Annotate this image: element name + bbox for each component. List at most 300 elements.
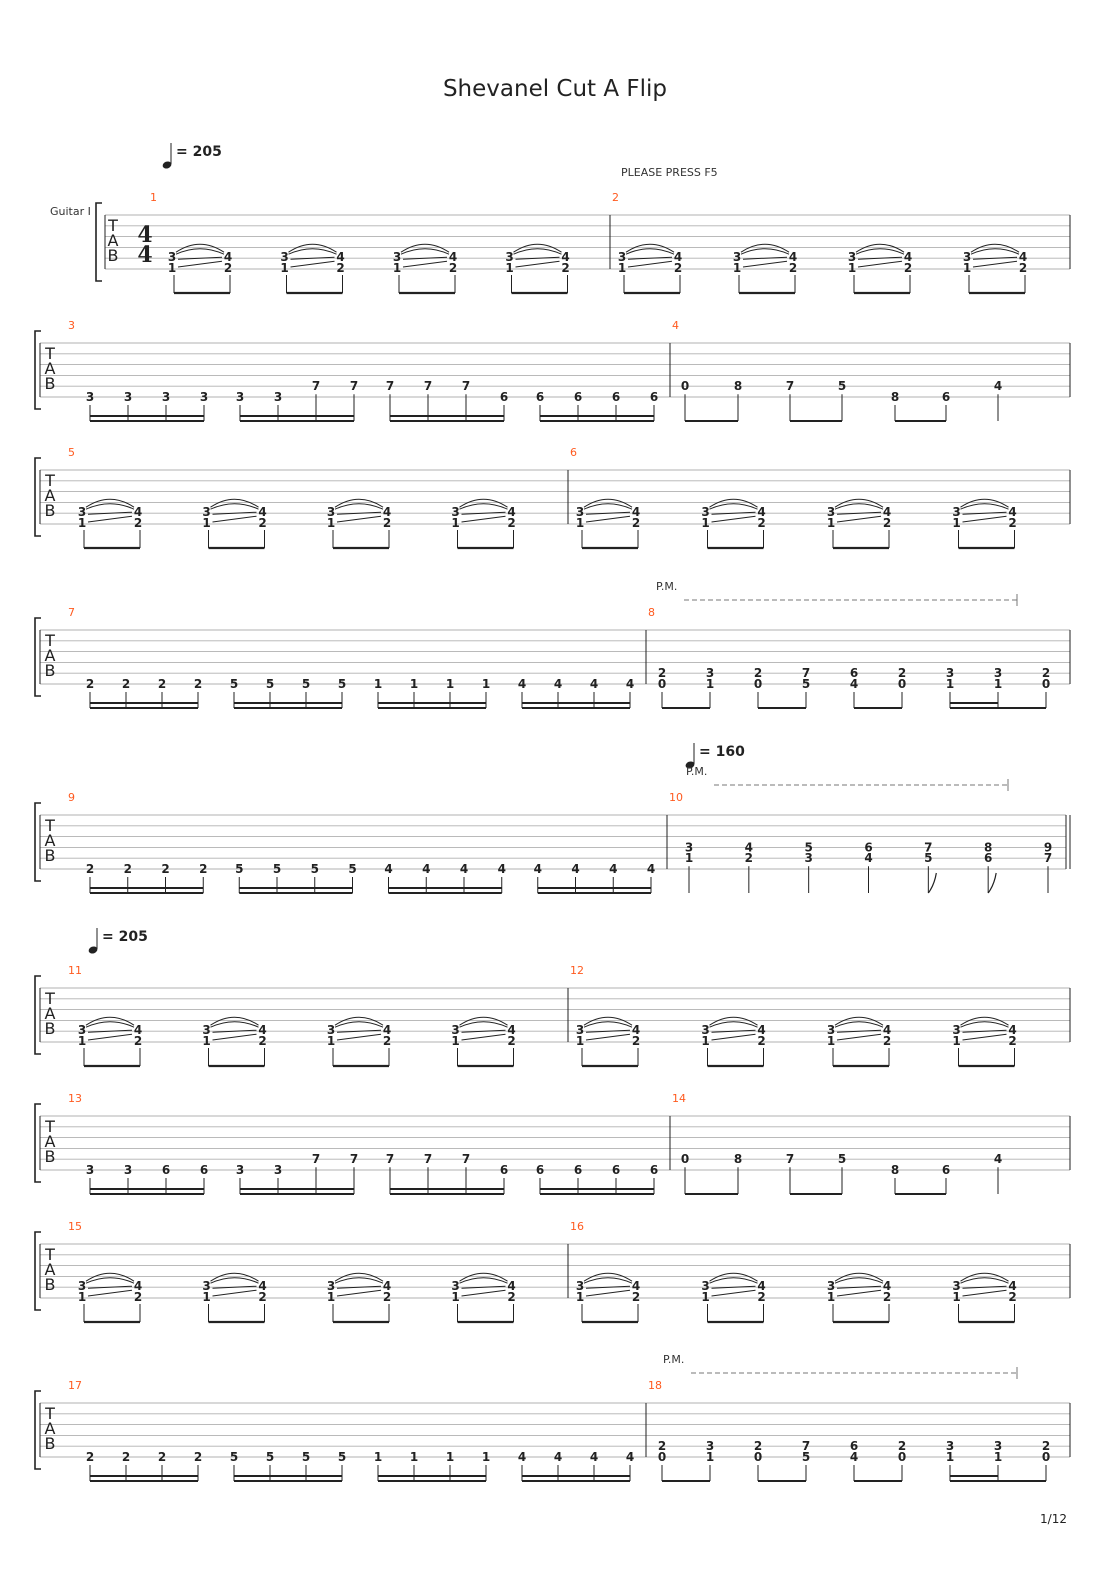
tab-clef-letter: T xyxy=(45,344,55,363)
fret-number: 1 xyxy=(77,1290,87,1304)
fret-number: 3 xyxy=(826,505,836,520)
fret-number: 3 xyxy=(167,250,177,265)
tab-system xyxy=(35,1353,1070,1481)
slur xyxy=(835,1022,883,1028)
fret-number: 6 xyxy=(941,1163,951,1177)
fret-number: 4 xyxy=(553,1450,563,1464)
tab-clef-letter: A xyxy=(107,231,119,250)
tab-clef-letter: B xyxy=(44,1434,56,1453)
hammer-line xyxy=(337,1034,381,1040)
fret-number: 3 xyxy=(77,1279,87,1294)
fret-number: 3 xyxy=(575,1023,585,1038)
fret-number: 1 xyxy=(684,851,694,866)
fret-number: 7 xyxy=(349,379,359,394)
fret-number: 4 xyxy=(258,1023,267,1038)
systems xyxy=(35,143,1070,1481)
fret-number: 7 xyxy=(349,1152,359,1167)
fret-number: 0 xyxy=(1041,1450,1051,1464)
fret-number: 3 xyxy=(701,505,710,520)
fret-number: 2 xyxy=(336,261,345,275)
fret-number: 2 xyxy=(199,862,208,876)
fret-number: 4 xyxy=(625,677,635,691)
fret-number: 8 xyxy=(733,379,743,394)
fret-number: 4 xyxy=(589,677,599,691)
fret-number: 2 xyxy=(133,1290,143,1304)
tab-system xyxy=(35,446,1070,548)
fret-number: 4 xyxy=(1008,1279,1017,1294)
slur xyxy=(856,249,904,255)
fret-number: 1 xyxy=(409,1450,419,1464)
fret-number: 4 xyxy=(507,505,516,520)
fret-number: 2 xyxy=(85,677,95,691)
fret-number: 4 xyxy=(1008,1023,1017,1038)
slur xyxy=(335,504,383,510)
tempo-marking: = 205 xyxy=(102,929,148,945)
fret-number: 4 xyxy=(459,862,469,876)
tab-system xyxy=(35,743,1070,893)
fret-number: 2 xyxy=(631,516,641,530)
tab-system xyxy=(50,143,1070,293)
fret-number: 1 xyxy=(952,1290,961,1304)
slur xyxy=(961,504,1009,510)
fret-number: 3 xyxy=(945,666,955,681)
fret-number: 6 xyxy=(535,390,545,404)
fret-number: 1 xyxy=(701,1290,710,1304)
fret-number: 3 xyxy=(945,1439,955,1454)
fret-number: 1 xyxy=(826,516,836,530)
fret-number: 2 xyxy=(1008,1290,1017,1304)
system-bracket xyxy=(96,203,102,281)
fret-number: 1 xyxy=(202,1034,211,1048)
bar-number: 12 xyxy=(570,964,584,977)
fret-number: 2 xyxy=(882,516,892,530)
fret-number: 7 xyxy=(311,1152,321,1167)
fret-number: 2 xyxy=(133,516,143,530)
fret-number: 7 xyxy=(311,379,321,394)
song-title: Shevanel Cut A Flip xyxy=(442,76,668,102)
fret-number: 3 xyxy=(575,505,585,520)
bar-number: 5 xyxy=(68,446,75,459)
fret-number: 1 xyxy=(993,1450,1003,1464)
slur xyxy=(460,1022,508,1028)
fret-number: 3 xyxy=(952,1023,961,1038)
fret-number: 2 xyxy=(161,862,170,876)
fret-number: 4 xyxy=(903,250,913,265)
fret-number: 5 xyxy=(801,677,811,691)
hammer-line xyxy=(743,261,787,267)
palm-mute-label: P.M. xyxy=(663,1353,685,1366)
fret-number: 2 xyxy=(882,1290,892,1304)
fret-number: 3 xyxy=(451,505,460,520)
fret-number: 1 xyxy=(451,516,460,530)
fret-number: 4 xyxy=(646,862,656,876)
fret-number: 2 xyxy=(897,666,907,681)
fret-number: 3 xyxy=(202,1023,211,1038)
fret-number: 8 xyxy=(890,1163,900,1177)
slur xyxy=(335,1022,383,1028)
tempo-marking: = 205 xyxy=(176,144,222,160)
fret-number: 1 xyxy=(202,516,211,530)
fret-number: 2 xyxy=(1041,1439,1051,1454)
fret-number: 4 xyxy=(223,250,233,265)
fret-number: 1 xyxy=(962,261,972,275)
fret-number: 5 xyxy=(804,840,813,855)
fret-number: 3 xyxy=(273,390,283,404)
fret-number: 6 xyxy=(649,1163,659,1177)
fret-number: 4 xyxy=(993,1152,1003,1167)
instrument-label: Guitar I xyxy=(50,205,91,218)
fret-number: 1 xyxy=(451,1290,460,1304)
fret-number: 1 xyxy=(617,261,627,275)
bar-number: 15 xyxy=(68,1220,82,1233)
fret-number: 1 xyxy=(952,516,961,530)
fret-number: 8 xyxy=(733,1152,743,1167)
fret-number: 5 xyxy=(301,677,311,691)
flag xyxy=(928,873,936,893)
hammer-line xyxy=(337,1290,381,1296)
fret-number: 3 xyxy=(326,1023,336,1038)
fret-number: 6 xyxy=(649,390,659,404)
fret-number: 2 xyxy=(1008,1034,1017,1048)
fret-number: 3 xyxy=(993,666,1003,681)
fret-number: 3 xyxy=(505,250,514,265)
tab-system xyxy=(35,1092,1070,1194)
fret-number: 3 xyxy=(280,250,289,265)
fret-number: 3 xyxy=(962,250,972,265)
fret-number: 1 xyxy=(952,1034,961,1048)
fret-number: 2 xyxy=(753,666,763,681)
slur xyxy=(710,1278,758,1284)
fret-number: 3 xyxy=(123,1163,133,1177)
fret-number: 4 xyxy=(382,1023,392,1038)
fret-number: 1 xyxy=(392,261,402,275)
fret-number: 2 xyxy=(448,261,458,275)
fret-number: 3 xyxy=(826,1023,836,1038)
tab-system xyxy=(35,319,1070,421)
hammer-line xyxy=(837,1034,881,1040)
slur xyxy=(584,1278,632,1284)
fret-number: 0 xyxy=(1041,677,1051,691)
fret-number: 3 xyxy=(701,1279,710,1294)
hammer-line xyxy=(462,516,506,522)
fret-number: 2 xyxy=(1018,261,1028,275)
fret-number: 2 xyxy=(903,261,913,275)
fret-number: 6 xyxy=(941,390,951,404)
fret-number: 1 xyxy=(326,516,336,530)
fret-number: 7 xyxy=(461,379,471,394)
fret-number: 4 xyxy=(561,250,570,265)
fret-number: 2 xyxy=(788,261,798,275)
fret-number: 4 xyxy=(757,505,766,520)
fret-number: 5 xyxy=(310,862,319,876)
slur xyxy=(86,1022,134,1028)
bar-number: 1 xyxy=(150,191,157,204)
fret-number: 7 xyxy=(385,1152,395,1167)
hammer-line xyxy=(178,261,222,267)
tab-clef-letter: T xyxy=(45,631,55,650)
fret-number: 3 xyxy=(705,1439,715,1454)
fret-number: 7 xyxy=(924,840,933,855)
fret-number: 1 xyxy=(445,677,455,691)
fret-number: 3 xyxy=(701,1023,710,1038)
fret-number: 4 xyxy=(422,862,431,876)
tab-clef-letter: B xyxy=(44,1019,56,1038)
hammer-line xyxy=(712,1034,756,1040)
fret-number: 3 xyxy=(85,390,95,404)
slur xyxy=(211,504,259,510)
fret-number: 1 xyxy=(326,1034,336,1048)
tab-clef-letter: T xyxy=(45,816,55,835)
fret-number: 3 xyxy=(826,1279,836,1294)
hammer-line xyxy=(963,516,1007,522)
bar-number: 13 xyxy=(68,1092,82,1105)
tab-clef-letter: A xyxy=(44,486,56,505)
fret-number: 3 xyxy=(77,505,87,520)
slur xyxy=(741,249,789,255)
fret-number: 6 xyxy=(611,390,621,404)
fret-number: 2 xyxy=(258,516,267,530)
slur xyxy=(86,504,134,510)
hammer-line xyxy=(516,261,560,267)
fret-number: 3 xyxy=(273,1163,283,1177)
tab-clef-letter: A xyxy=(44,1260,56,1279)
hammer-line xyxy=(837,1290,881,1296)
fret-number: 7 xyxy=(423,379,433,394)
fret-number: 4 xyxy=(507,1023,516,1038)
slur xyxy=(211,1022,259,1028)
fret-number: 5 xyxy=(348,862,357,876)
fret-number: 1 xyxy=(732,261,742,275)
fret-number: 2 xyxy=(157,677,167,691)
fret-number: 5 xyxy=(837,379,847,394)
fret-number: 2 xyxy=(1041,666,1051,681)
fret-number: 1 xyxy=(993,677,1003,691)
slur xyxy=(289,249,337,255)
fret-number: 4 xyxy=(497,862,506,876)
fret-number: 5 xyxy=(265,677,275,691)
fret-number: 6 xyxy=(611,1163,621,1177)
fret-number: 5 xyxy=(837,1152,847,1167)
hammer-line xyxy=(213,516,257,522)
fret-number: 5 xyxy=(301,1450,311,1464)
fret-number: 0 xyxy=(753,1450,763,1464)
fret-number: 4 xyxy=(1018,250,1028,265)
fret-number: 4 xyxy=(517,1450,527,1464)
fret-number: 2 xyxy=(223,261,233,275)
fret-number: 6 xyxy=(499,390,509,404)
fret-number: 6 xyxy=(849,1439,859,1454)
tab-clef-letter: B xyxy=(44,501,56,520)
fret-number: 0 xyxy=(897,1450,907,1464)
bar-number: 3 xyxy=(68,319,75,332)
fret-number: 8 xyxy=(890,390,900,404)
fret-number: 4 xyxy=(571,862,580,876)
fret-number: 3 xyxy=(199,390,209,404)
fret-number: 2 xyxy=(897,1439,907,1454)
hammer-line xyxy=(586,1290,630,1296)
fret-number: 6 xyxy=(499,1163,509,1177)
fret-number: 4 xyxy=(507,1279,516,1294)
slur xyxy=(961,1022,1009,1028)
tab-clef-letter: T xyxy=(45,1245,55,1264)
fret-number: 6 xyxy=(535,1163,545,1177)
fret-number: 3 xyxy=(952,1279,961,1294)
fret-number: 2 xyxy=(673,261,683,275)
fret-number: 2 xyxy=(631,1290,641,1304)
fret-number: 1 xyxy=(445,1450,455,1464)
slur xyxy=(176,249,224,255)
fret-number: 3 xyxy=(161,390,171,404)
slur xyxy=(584,1022,632,1028)
fret-number: 4 xyxy=(517,677,527,691)
fret-number: 1 xyxy=(373,1450,383,1464)
fret-number: 1 xyxy=(77,516,87,530)
fret-number: 5 xyxy=(337,677,347,691)
fret-number: 1 xyxy=(826,1290,836,1304)
palm-mute-label: P.M. xyxy=(686,765,708,778)
fret-number: 1 xyxy=(481,677,491,691)
hammer-line xyxy=(462,1290,506,1296)
fret-number: 4 xyxy=(631,1023,641,1038)
fret-number: 2 xyxy=(507,1034,516,1048)
tempo-marking: = 160 xyxy=(699,744,745,760)
bar-number: 9 xyxy=(68,791,75,804)
fret-number: 6 xyxy=(573,1163,583,1177)
fret-number: 0 xyxy=(657,677,667,691)
hammer-line xyxy=(213,1034,257,1040)
fret-number: 3 xyxy=(326,1279,336,1294)
tab-clef-letter: T xyxy=(45,471,55,490)
tab-clef-letter: A xyxy=(44,1004,56,1023)
slur xyxy=(961,1278,1009,1284)
fret-number: 2 xyxy=(85,1450,95,1464)
fret-number: 4 xyxy=(258,505,267,520)
bar-number: 10 xyxy=(669,791,683,804)
fret-number: 0 xyxy=(897,677,907,691)
fret-number: 7 xyxy=(385,379,395,394)
bar-number: 2 xyxy=(612,191,619,204)
tab-system xyxy=(35,928,1070,1066)
tab-clef-letter: T xyxy=(108,216,118,235)
fret-number: 2 xyxy=(507,516,516,530)
hammer-line xyxy=(88,516,132,522)
fret-number: 4 xyxy=(384,862,393,876)
fret-number: 0 xyxy=(657,1450,667,1464)
fret-number: 4 xyxy=(589,1450,599,1464)
slur xyxy=(401,249,449,255)
fret-number: 4 xyxy=(133,505,143,520)
fret-number: 6 xyxy=(573,390,583,404)
fret-number: 4 xyxy=(882,1023,892,1038)
fret-number: 9 xyxy=(1043,840,1053,855)
slur xyxy=(971,249,1019,255)
fret-number: 3 xyxy=(847,250,857,265)
slur xyxy=(460,504,508,510)
fret-number: 2 xyxy=(121,677,131,691)
fret-number: 2 xyxy=(657,666,667,681)
tab-clef-letter: B xyxy=(44,1147,56,1166)
bar-number: 4 xyxy=(672,319,679,332)
fret-number: 3 xyxy=(235,390,245,404)
fret-number: 5 xyxy=(265,1450,275,1464)
fret-number: 5 xyxy=(229,1450,239,1464)
bar-number: 6 xyxy=(570,446,577,459)
tab-clef-letter: B xyxy=(44,661,56,680)
fret-number: 2 xyxy=(757,516,766,530)
fret-number: 1 xyxy=(77,1034,87,1048)
fret-number: 3 xyxy=(85,1163,95,1177)
fret-number: 4 xyxy=(757,1279,766,1294)
fret-number: 7 xyxy=(801,1439,811,1454)
fret-number: 4 xyxy=(1008,505,1017,520)
bar-number: 14 xyxy=(672,1092,686,1105)
fret-number: 2 xyxy=(382,1290,392,1304)
fret-number: 1 xyxy=(202,1290,211,1304)
fret-number: 1 xyxy=(705,677,715,691)
fret-number: 6 xyxy=(983,851,993,866)
hammer-line xyxy=(462,1034,506,1040)
fret-number: 4 xyxy=(133,1023,143,1038)
fret-number: 4 xyxy=(448,250,458,265)
bar-number: 16 xyxy=(570,1220,584,1233)
fret-number: 3 xyxy=(235,1163,245,1177)
slur xyxy=(710,1022,758,1028)
hammer-line xyxy=(88,1034,132,1040)
fret-number: 4 xyxy=(849,1450,859,1464)
time-signature-bottom: 4 xyxy=(137,242,153,268)
fret-number: 3 xyxy=(684,840,694,855)
fret-number: 3 xyxy=(705,666,715,681)
fret-number: 1 xyxy=(280,261,289,275)
fret-number: 6 xyxy=(864,840,873,855)
flag xyxy=(988,873,996,893)
fret-number: 2 xyxy=(123,862,132,876)
fret-number: 2 xyxy=(85,862,95,876)
fret-number: 1 xyxy=(945,1450,955,1464)
page-number: 1/12 xyxy=(1040,1512,1067,1526)
fret-number: 4 xyxy=(631,505,641,520)
slur xyxy=(86,1278,134,1284)
fret-number: 3 xyxy=(617,250,627,265)
tab-clef-letter: T xyxy=(45,989,55,1008)
tab-clef-letter: A xyxy=(44,359,56,378)
fret-number: 1 xyxy=(167,261,177,275)
fret-number: 4 xyxy=(631,1279,641,1294)
tab-clef-letter: B xyxy=(44,846,56,865)
fret-number: 3 xyxy=(993,1439,1003,1454)
hammer-line xyxy=(963,1034,1007,1040)
tab-clef-letter: A xyxy=(44,1132,56,1151)
fret-number: 7 xyxy=(785,379,795,394)
bar-number: 7 xyxy=(68,606,75,619)
fret-number: 3 xyxy=(575,1279,585,1294)
fret-number: 0 xyxy=(680,379,690,394)
hammer-line xyxy=(586,1034,630,1040)
fret-number: 4 xyxy=(609,862,618,876)
slur xyxy=(335,1278,383,1284)
fret-number: 1 xyxy=(409,677,419,691)
hammer-line xyxy=(712,516,756,522)
fret-number: 1 xyxy=(701,516,710,530)
fret-number: 4 xyxy=(258,1279,267,1294)
press-f5-annotation: PLEASE PRESS F5 xyxy=(621,166,718,179)
fret-number: 4 xyxy=(553,677,563,691)
fret-number: 4 xyxy=(382,505,392,520)
fret-number: 4 xyxy=(533,862,542,876)
slur xyxy=(835,504,883,510)
fret-number: 2 xyxy=(757,1034,766,1048)
fret-number: 1 xyxy=(326,1290,336,1304)
